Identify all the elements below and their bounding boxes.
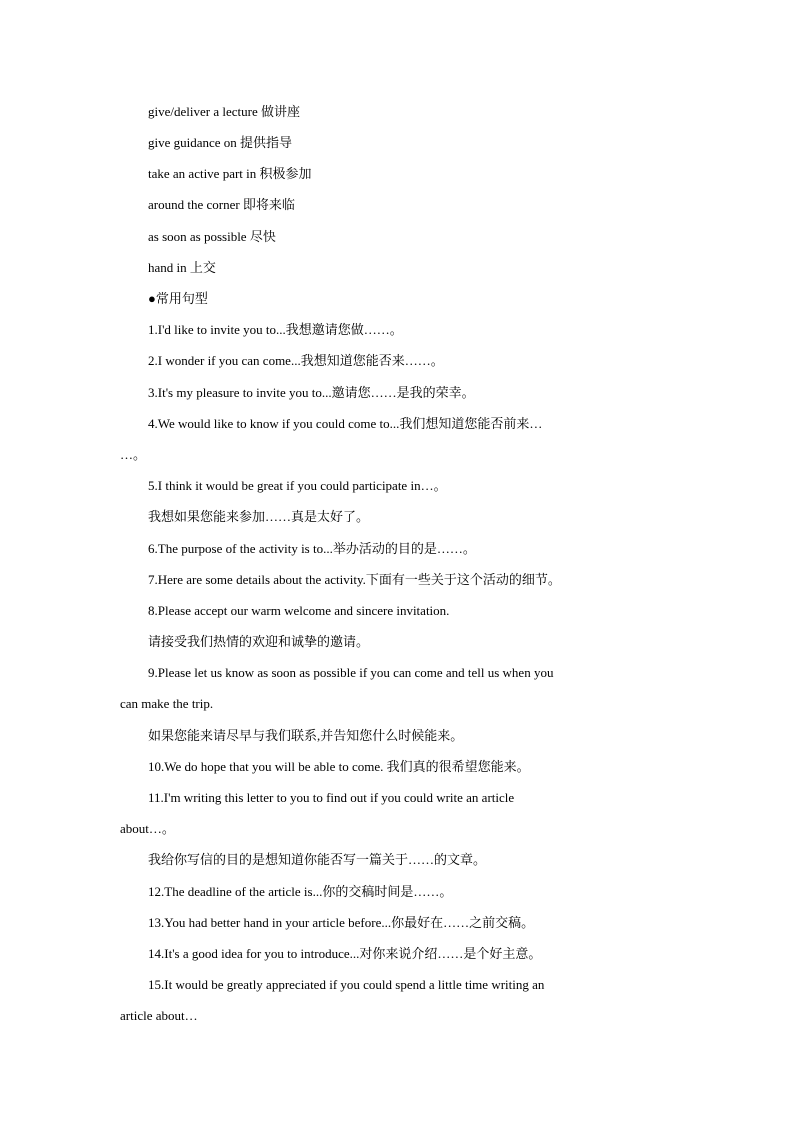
phrase-line: around the corner 即将来临 (148, 197, 295, 212)
sentence-line: 8.Please accept our warm welcome and sincere invitation. (148, 603, 450, 618)
section-heading: ●常用句型 (148, 291, 208, 306)
sentence-line: can make the trip. (120, 696, 214, 711)
sentence-line: 3.It's my pleasure to invite you to...邀请您……是我的荣幸。 (148, 385, 475, 400)
sentence-line: 我想如果您能来参加……真是太好了。 (148, 509, 370, 524)
sentence-line: 请接受我们热情的欢迎和诚挚的邀请。 (148, 634, 370, 649)
sentence-line: about…。 (120, 821, 175, 836)
sentence-line: 我给你写信的目的是想知道你能否写一篇关于……的文章。 (148, 852, 487, 867)
phrase-line: give/deliver a lecture 做讲座 (148, 104, 300, 119)
sentence-line: …。 (120, 447, 147, 462)
sentence-line: 如果您能来请尽早与我们联系,并告知您什么时候能来。 (148, 728, 464, 743)
phrase-line: give guidance on 提供指导 (148, 135, 293, 150)
sentence-line: 6.The purpose of the activity is to...举办活动的目的是……。 (148, 541, 476, 556)
sentence-line: 10.We do hope that you will be able to come. 我们真的很希望您能来。 (148, 759, 530, 774)
phrase-line: take an active part in 积极参加 (148, 166, 312, 181)
sentence-line: 1.I'd like to invite you to...我想邀请您做……。 (148, 322, 403, 337)
sentence-line: 7.Here are some details about the activity.下面有一些关于这个活动的细节。 (148, 572, 561, 587)
phrase-line: as soon as possible 尽快 (148, 229, 276, 244)
sentence-line: 14.It's a good idea for you to introduce...对你来说介绍……是个好主意。 (148, 946, 542, 961)
sentence-line: 12.The deadline of the article is...你的交稿时间是……。 (148, 884, 453, 899)
sentence-line: article about… (120, 1008, 198, 1023)
sentence-line: 5.I think it would be great if you could participate in…。 (148, 478, 447, 493)
phrase-line: hand in 上交 (148, 260, 216, 275)
sentence-line: 2.I wonder if you can come...我想知道您能否来……。 (148, 353, 444, 368)
sentence-line: 13.You had better hand in your article before...你最好在……之前交稿。 (148, 915, 535, 930)
sentence-line: 9.Please let us know as soon as possible if you can come and tell us when you (148, 665, 554, 680)
sentence-line: 4.We would like to know if you could come to...我们想知道您能否前来… (148, 416, 543, 431)
sentence-line: 15.It would be greatly appreciated if you could spend a little time writing an (148, 977, 545, 992)
sentence-line: 11.I'm writing this letter to you to find out if you could write an article (148, 790, 515, 805)
